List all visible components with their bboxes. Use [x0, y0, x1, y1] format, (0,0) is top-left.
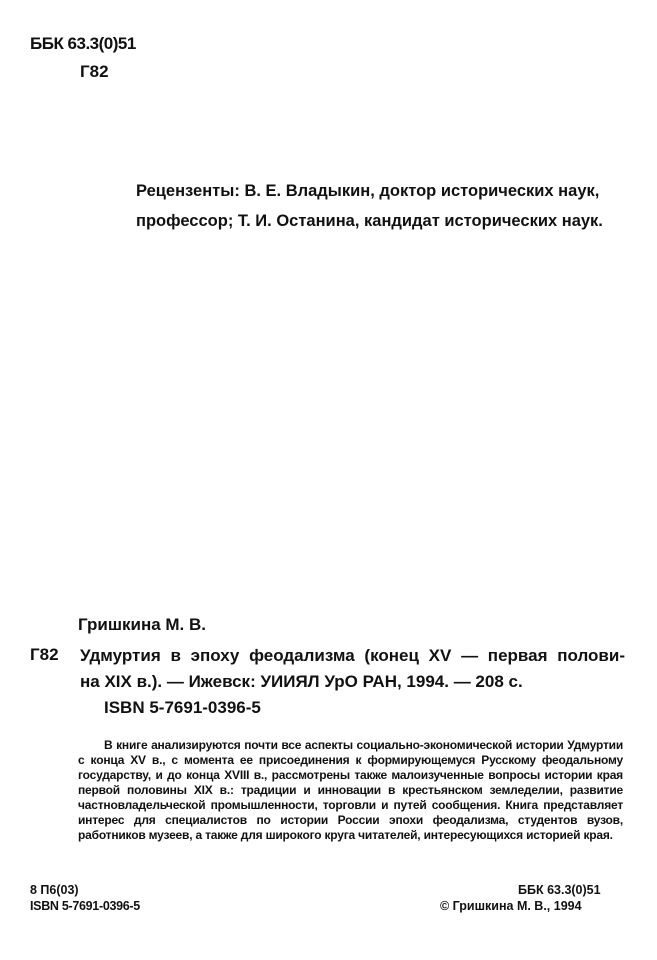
- catalog-isbn: ISBN 5-7691-0396-5: [104, 698, 261, 717]
- catalog-title-line-1: Удмуртия в эпоху феодализма (конец XV — первая полови-: [80, 646, 625, 665]
- book-abstract: В книге анализируются почти все аспекты социально-экономической истории Удмуртии с конца XV в., с момента ее присоединения к формирующемуся Русскому феодальному государству, и до конца XVIII в., рассмотрены также малоизученные вопросы истории края первой половины XIX в.: традиции и инновации в крестьянском земледелии, развитие частновладельческой промышленности, торговли и путей сообщения. Книга представляет интерес для специалистов по истории России эпохи феодализма, студентов вузов, работников музеев, а также для широкого круга читателей, интересующихся историей края.: [78, 738, 623, 842]
- footer-bbk-right: ББК 63.3(0)51: [518, 883, 601, 897]
- reviewers-line-2: [136, 206, 603, 236]
- catalog-entry: [80, 643, 625, 721]
- catalog-code: Г82: [30, 645, 59, 664]
- reviewer-1-rank: профессор;: [136, 212, 234, 230]
- footer-code-left: 8 П6(03): [30, 883, 79, 897]
- reviewer-1-name: В. Е. Владыкин,: [244, 182, 375, 200]
- bbk-code-top: ББК 63.3(0)51: [30, 34, 136, 53]
- reviewers-label: Рецензенты:: [136, 182, 240, 200]
- reviewers-block: [136, 176, 603, 236]
- catalog-author: Гришкина М. В.: [78, 615, 207, 634]
- footer-copyright: © Гришкина М. В., 1994: [440, 899, 582, 913]
- reviewer-1-title: доктор исторических наук,: [379, 182, 600, 200]
- reviewer-2-title: кандидат исторических наук.: [364, 212, 603, 230]
- author-code-top: Г82: [80, 62, 109, 81]
- reviewer-2-name: Т. И. Останина,: [237, 212, 360, 230]
- catalog-title-line-2: на XIX в.). — Ижевск: УИИЯЛ УрО РАН, 1994. — 208 с.: [80, 672, 523, 691]
- reviewers-line-1: [136, 176, 603, 206]
- footer-isbn-left: ISBN 5-7691-0396-5: [30, 899, 140, 913]
